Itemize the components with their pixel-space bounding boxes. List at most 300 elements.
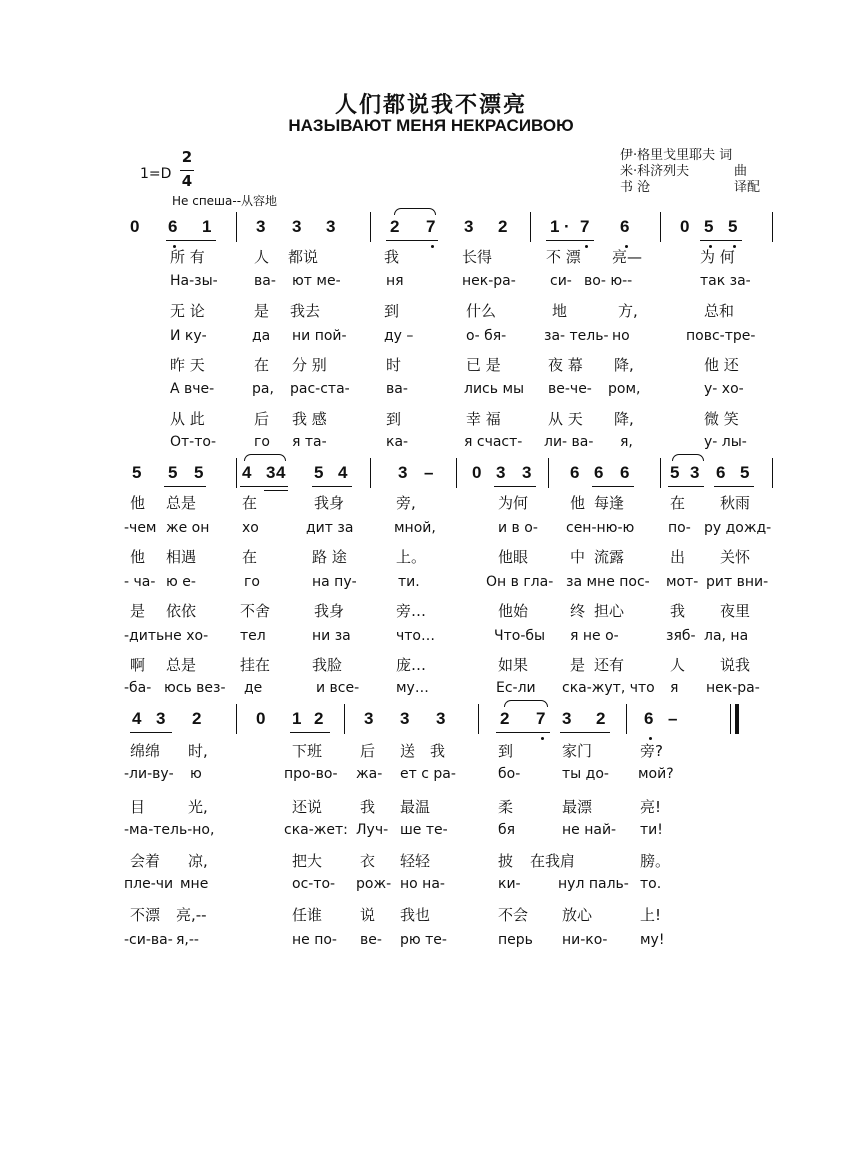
note: 1	[202, 217, 212, 236]
lyric: 后	[254, 410, 270, 428]
eighth-underline	[668, 486, 704, 487]
lyric: повс-тре-	[686, 328, 756, 344]
lyric: -си-ва-	[124, 932, 173, 948]
lyric: ра,	[252, 381, 274, 397]
lyric: 我 感	[292, 410, 327, 428]
lyric: 已 是	[466, 356, 501, 374]
lyric: 我	[384, 248, 400, 266]
lyric: ве-	[360, 932, 382, 948]
lyric: я не о-	[570, 628, 619, 644]
lyric: 路 途	[312, 548, 347, 566]
lyric: 啊	[130, 656, 146, 674]
lyric: 还说	[292, 798, 323, 816]
lyric: не хо-	[164, 628, 209, 644]
bar-line	[344, 704, 345, 734]
lyric: 降,	[614, 356, 634, 374]
lyric: 我	[360, 798, 376, 816]
lyric: От-то-	[170, 434, 216, 450]
octave-dot	[431, 245, 434, 248]
lyric: но	[612, 328, 630, 344]
lyric: 时,	[188, 742, 208, 760]
tie-slur	[672, 454, 704, 461]
composer-role: 曲	[734, 164, 748, 179]
lyric: да	[252, 328, 271, 344]
lyric: 都说	[288, 248, 319, 266]
lyric: ка-	[386, 434, 409, 450]
note: 4	[132, 709, 142, 728]
eighth-underline	[386, 240, 438, 241]
lyric: 时	[386, 356, 402, 374]
lyric: 方,	[618, 302, 638, 320]
lyric: ни за	[312, 628, 351, 644]
bar-line	[456, 458, 457, 488]
lyric: ю е-	[166, 574, 196, 590]
lyric: мой?	[638, 766, 674, 782]
lyric: 所 有	[170, 248, 205, 266]
lyric: 担心	[594, 602, 625, 620]
note: 3	[496, 463, 506, 482]
lyric: ки-	[498, 876, 521, 892]
lyric: 流露	[594, 548, 625, 566]
octave-dot	[585, 245, 588, 248]
lyric: бо-	[498, 766, 521, 782]
eighth-underline	[714, 486, 754, 487]
key-signature: 1=D	[140, 166, 172, 182]
lyric: 分 别	[292, 356, 327, 374]
lyric: я,--	[176, 932, 199, 948]
note: 1	[550, 217, 560, 236]
lyric: и все-	[316, 680, 360, 696]
lyric: 凉,	[188, 852, 208, 870]
lyric: 柔	[498, 798, 514, 816]
lyric: я та-	[292, 434, 327, 450]
lyric: Что-бы	[494, 628, 546, 644]
bar-line	[660, 212, 661, 242]
lyric: ни пой-	[292, 328, 347, 344]
note: –	[424, 463, 434, 482]
lyric: 不舍	[240, 602, 271, 620]
bar-line	[236, 212, 237, 242]
octave-dot	[541, 737, 544, 740]
lyric: 人	[254, 248, 270, 266]
note: 3	[256, 217, 266, 236]
lyric: не най-	[562, 822, 617, 838]
note-dot: ·	[564, 217, 570, 236]
lyric: 他	[130, 494, 146, 512]
lyric: си-	[550, 273, 572, 289]
note: 2	[498, 217, 508, 236]
lyric: за- тель-	[544, 328, 609, 344]
eighth-underline	[592, 486, 634, 487]
note: 3	[266, 463, 276, 482]
lyric: тел	[240, 628, 266, 644]
lyric: 披	[498, 852, 514, 870]
lyric: 亮,--	[176, 906, 207, 924]
lyric: 他始	[498, 602, 529, 620]
lyric: ти!	[640, 822, 663, 838]
eighth-underline	[166, 240, 216, 241]
lyric: у- хо-	[704, 381, 744, 397]
lyric: 说	[360, 906, 376, 924]
note: 0	[680, 217, 690, 236]
eighth-underline	[312, 486, 352, 487]
lyric: Луч-	[356, 822, 389, 838]
note: 5	[194, 463, 204, 482]
lyric: ва-	[254, 273, 276, 289]
lyric: 在	[670, 494, 686, 512]
lyric: 到	[498, 742, 514, 760]
note: 6	[716, 463, 726, 482]
bar-line	[660, 458, 661, 488]
note: 0	[256, 709, 266, 728]
note: 3	[156, 709, 166, 728]
lyric: 地	[552, 302, 568, 320]
lyric: нек-ра-	[462, 273, 516, 289]
eighth-underline	[290, 732, 330, 733]
lyric: 在	[254, 356, 270, 374]
lyric: не по-	[292, 932, 337, 948]
eighth-underline	[240, 486, 288, 487]
lyric: 中	[570, 548, 586, 566]
lyric: ти.	[398, 574, 420, 590]
lyric: На-зы-	[170, 273, 218, 289]
final-bar-thin	[730, 704, 731, 734]
lyric: 衣	[360, 852, 376, 870]
lyric: 我	[430, 742, 446, 760]
lyric: 是	[130, 602, 146, 620]
lyric: -дить	[124, 628, 165, 644]
bar-line	[236, 458, 237, 488]
lyric: -ма-тель-но,	[124, 822, 215, 838]
song-title-russian: НАЗЫВАЮТ МЕНЯ НЕКРАСИВОЮ	[288, 116, 574, 135]
note: 2	[500, 709, 510, 728]
note: 3	[400, 709, 410, 728]
lyric: то.	[640, 876, 662, 892]
eighth-underline	[560, 732, 610, 733]
note: 7	[580, 217, 590, 236]
lyric: нек-ра-	[706, 680, 760, 696]
lyric: рас-ста-	[290, 381, 350, 397]
lyric: ду –	[384, 328, 414, 344]
lyric: 把大	[292, 852, 323, 870]
lyric: 如果	[498, 656, 529, 674]
note: 4	[338, 463, 348, 482]
lyric: и в о-	[498, 520, 538, 536]
bar-line	[548, 458, 549, 488]
lyric: ва-	[386, 381, 408, 397]
lyric: 人	[670, 656, 686, 674]
note: 3	[522, 463, 532, 482]
composer-name: 米·科济列夫	[620, 164, 690, 179]
final-bar-thick	[735, 704, 739, 734]
lyric: мне	[180, 876, 209, 892]
note: 6	[644, 709, 654, 728]
lyric: ром,	[608, 381, 641, 397]
lyric: во- ю--	[584, 273, 633, 289]
lyric: 每逢	[594, 494, 625, 512]
lyric: 不漂	[130, 906, 161, 924]
lyric: 家门	[562, 742, 593, 760]
lyric: 他 还	[704, 356, 739, 374]
lyric: сен-ню-ю	[566, 520, 635, 536]
lyric: хо	[242, 520, 259, 536]
lyric: ше те-	[400, 822, 448, 838]
note: 1	[292, 709, 302, 728]
lyric: ве-че-	[548, 381, 592, 397]
lyric: ска-жет:	[284, 822, 348, 838]
lyric: -ба-	[124, 680, 152, 696]
note: 3	[326, 217, 336, 236]
lyric: де	[244, 680, 263, 696]
lyric: 挂在	[240, 656, 271, 674]
lyric: 秋雨	[720, 494, 751, 512]
lyric: 我也	[400, 906, 431, 924]
lyric: 从 此	[170, 410, 205, 428]
lyric: на пу-	[312, 574, 357, 590]
lyric: 旁…	[396, 602, 427, 620]
note: 5	[314, 463, 324, 482]
lyric: 光,	[188, 798, 208, 816]
note: 3	[436, 709, 446, 728]
lyric: я,	[620, 434, 633, 450]
bar-line	[478, 704, 479, 734]
tie-slur	[394, 208, 436, 215]
lyric: му…	[396, 680, 429, 696]
bar-line	[370, 458, 371, 488]
lyric: пле-чи	[124, 876, 174, 892]
lyric: о- бя-	[466, 328, 507, 344]
lyric: 下班	[292, 742, 323, 760]
lyric: 夜 幕	[548, 356, 583, 374]
lyric: - ча-	[124, 574, 156, 590]
lyric: 总是	[166, 656, 197, 674]
note: 2	[596, 709, 606, 728]
note: 5	[740, 463, 750, 482]
lyric: 最温	[400, 798, 431, 816]
lyric: 总是	[166, 494, 197, 512]
note: 5	[168, 463, 178, 482]
lyric: 绵绵	[130, 742, 161, 760]
lyric: го	[244, 574, 260, 590]
lyric: 庞…	[396, 656, 427, 674]
lyric: 上!	[640, 906, 662, 924]
tie-slur	[504, 700, 548, 707]
lyric: 是	[254, 302, 270, 320]
lyric: по-	[668, 520, 691, 536]
lyric: 长得	[462, 248, 493, 266]
bar-line	[530, 212, 531, 242]
lyric: 到	[386, 410, 402, 428]
lyric: рож-	[356, 876, 392, 892]
note: 3	[464, 217, 474, 236]
note: 3	[398, 463, 408, 482]
lyric: 他	[570, 494, 586, 512]
bar-line	[626, 704, 627, 734]
note: 5	[132, 463, 142, 482]
lyric: 说我	[720, 656, 751, 674]
lyric: ос-то-	[292, 876, 336, 892]
lyric: но на-	[400, 876, 445, 892]
lyric: 终	[570, 602, 586, 620]
lyric: бя	[498, 822, 516, 838]
lyric: -ли-ву-	[124, 766, 174, 782]
lyric: -чем	[124, 520, 157, 536]
time-signature-bottom: 4	[181, 172, 193, 190]
lyric: 我	[670, 602, 686, 620]
note: –	[668, 709, 678, 728]
tie-slur	[244, 454, 286, 461]
lyric: 在	[242, 548, 258, 566]
lyric: 无 论	[170, 302, 205, 320]
note: 5	[670, 463, 680, 482]
note: 4	[242, 463, 252, 482]
note: 5	[704, 217, 714, 236]
lyric: же он	[166, 520, 210, 536]
bar-line	[772, 212, 773, 242]
lyric: рю те-	[400, 932, 447, 948]
note: 4	[276, 463, 286, 482]
note: 5	[728, 217, 738, 236]
lyric: 昨 天	[170, 356, 205, 374]
note: 6	[620, 463, 630, 482]
lyric: 他	[130, 548, 146, 566]
lyric: 我身	[314, 602, 345, 620]
lyric: 上。	[396, 548, 427, 566]
lyric: 相遇	[166, 548, 197, 566]
lyric: ли- ва-	[544, 434, 594, 450]
lyric: 我脸	[312, 656, 343, 674]
lyric: 幸 福	[466, 410, 501, 428]
time-signature-top: 2	[181, 148, 193, 166]
note: 6	[594, 463, 604, 482]
note: 2	[314, 709, 324, 728]
lyric: ют ме-	[292, 273, 341, 289]
lyric: 轻轻	[400, 852, 431, 870]
lyric: 亮—	[612, 248, 643, 266]
lyric: 从 天	[548, 410, 583, 428]
time-signature-line	[180, 170, 194, 171]
lyric: ска-жут, что	[562, 680, 655, 696]
lyric: 我去	[290, 302, 321, 320]
eighth-underline	[164, 486, 206, 487]
translator-name: 书 沧	[620, 180, 651, 195]
lyric: ру дожд-	[704, 520, 772, 536]
lyric: И ку-	[170, 328, 207, 344]
note: 3	[690, 463, 700, 482]
lyric: нул паль-	[558, 876, 629, 892]
lyric: 总和	[704, 302, 735, 320]
lyric: мот-	[666, 574, 699, 590]
lyric: 不 漂	[546, 248, 581, 266]
lyric: рит вни-	[706, 574, 769, 590]
lyric: 出	[670, 548, 686, 566]
lyric: 亮!	[640, 798, 662, 816]
lyric: 还有	[594, 656, 625, 674]
note: 2	[390, 217, 400, 236]
lyric: я	[670, 680, 679, 696]
bar-line	[772, 458, 773, 488]
note: 2	[192, 709, 202, 728]
lyric: ни-ко-	[562, 932, 608, 948]
note: 7	[536, 709, 546, 728]
lyric: 后	[360, 742, 376, 760]
lyric: 在我肩	[530, 852, 576, 870]
note: 7	[426, 217, 436, 236]
eighth-underline	[700, 240, 742, 241]
lyric: мной,	[394, 520, 436, 536]
song-title-chinese: 人们都说我不漂亮	[334, 92, 527, 118]
lyric: 膀。	[640, 852, 671, 870]
eighth-underline	[130, 732, 172, 733]
lyric: дит за	[306, 520, 354, 536]
lyric: ты до-	[562, 766, 609, 782]
lyric: 旁?	[640, 742, 663, 760]
lyric: 最漂	[562, 798, 593, 816]
note: 3	[292, 217, 302, 236]
lyric: 任谁	[292, 906, 323, 924]
lyricist-credit: 伊·格里戈里耶夫 词	[620, 148, 733, 163]
sixteenth-underline	[264, 490, 288, 491]
eighth-underline	[496, 732, 550, 733]
lyric: А вче-	[170, 381, 215, 397]
lyric: 不会	[498, 906, 529, 924]
lyric: 他眼	[498, 548, 529, 566]
lyric: так за-	[700, 273, 751, 289]
lyric: 我身	[314, 494, 345, 512]
lyric: 关怀	[720, 548, 751, 566]
lyric: 送	[400, 742, 416, 760]
lyric: 为 何	[700, 248, 735, 266]
eighth-underline	[546, 240, 594, 241]
lyric: зяб-	[666, 628, 696, 644]
lyric: ю	[190, 766, 202, 782]
lyric: 为何	[498, 494, 529, 512]
lyric: перь	[498, 932, 533, 948]
lyric: ла, на	[704, 628, 749, 644]
note: 6	[168, 217, 178, 236]
note: 0	[472, 463, 482, 482]
note: 3	[364, 709, 374, 728]
lyric: му!	[640, 932, 665, 948]
lyric: что…	[396, 628, 435, 644]
lyric: я счаст-	[464, 434, 523, 450]
tempo-marking: Не спеша--从容地	[172, 194, 278, 208]
lyric: 降,	[614, 410, 634, 428]
note: 6	[620, 217, 630, 236]
note: 0	[130, 217, 140, 236]
lyric: юсь вез-	[164, 680, 226, 696]
lyric: Он в гла-	[486, 574, 554, 590]
lyric: 依依	[166, 602, 197, 620]
lyric: за мне пос-	[566, 574, 650, 590]
lyric: жа-	[356, 766, 383, 782]
lyric: ет с ра-	[400, 766, 456, 782]
lyric: 什么	[466, 302, 497, 320]
translator-role: 译配	[734, 180, 761, 195]
lyric: 放心	[562, 906, 593, 924]
bar-line	[370, 212, 371, 242]
lyric: ня	[386, 273, 404, 289]
bar-line	[236, 704, 237, 734]
lyric: лись мы	[464, 381, 525, 397]
lyric: 旁,	[396, 494, 416, 512]
lyric: Ес-ли	[496, 680, 536, 696]
eighth-underline	[494, 486, 536, 487]
lyric: 会着	[130, 852, 161, 870]
lyric: 在	[242, 494, 258, 512]
note: 6	[570, 463, 580, 482]
note: 3	[562, 709, 572, 728]
